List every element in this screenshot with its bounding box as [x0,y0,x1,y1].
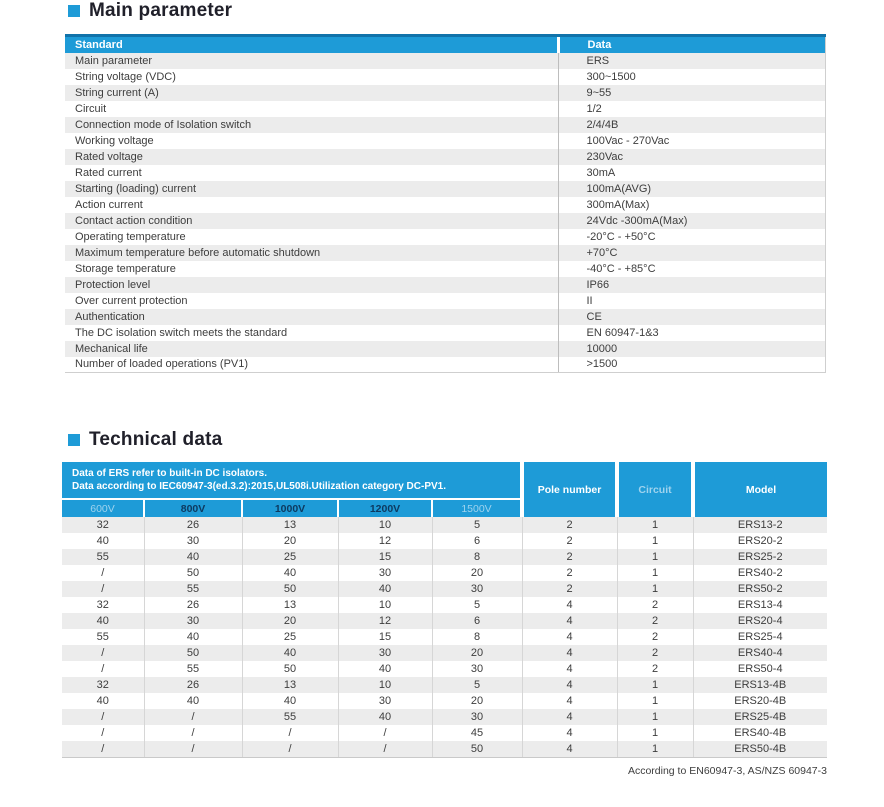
data-cell: II [558,293,825,309]
cell-800v: 30 [144,533,242,549]
cell-1000v: 55 [242,709,338,725]
pole-number-column-header: Pole number [522,462,617,517]
standards-footnote: According to EN60947-3, AS/NZS 60947-3 [627,765,827,777]
data-cell: 300mA(Max) [558,197,825,213]
cell-1200v: 10 [338,517,432,533]
main-table-header-row [65,36,825,53]
cell-1000v: 13 [242,597,338,613]
main-parameter-section-title [68,0,232,22]
data-cell: 30mA [558,165,825,181]
standard-cell: Circuit [75,102,107,115]
technical-data-section-title [68,429,222,451]
cell-1500v: 8 [432,549,522,565]
cell-pole-number: 4 [522,613,617,629]
data-cell: EN 60947-1&3 [558,325,825,341]
data-cell: 230Vac [558,149,825,165]
cell-800v: / [144,725,242,741]
standard-cell: Maximum temperature before automatic shutdown [75,246,321,259]
section-bullet-icon [68,434,80,446]
cell-800v: / [144,741,242,757]
cell-1000v: 40 [242,645,338,661]
table-row [65,229,825,245]
cell-800v: 50 [144,565,242,581]
data-cell: 300~1500 [558,69,825,85]
cell-1200v: 12 [338,613,432,629]
cell-pole-number: 4 [522,597,617,613]
cell-1000v: 50 [242,581,338,597]
voltage-column-header: 1500V [432,499,522,517]
cell-600v: / [101,727,105,739]
table-row [62,581,827,597]
cell-circuit: 1 [617,709,693,725]
cell-1000v: 40 [242,565,338,581]
cell-1500v: 20 [432,693,522,709]
cell-model: ERS20-4 [693,613,827,629]
cell-model: ERS25-2 [693,549,827,565]
cell-1500v: 8 [432,629,522,645]
cell-1500v: 5 [432,597,522,613]
standard-cell: Working voltage [75,134,154,147]
tech-table-note-cell [62,462,522,499]
cell-circuit: 1 [617,693,693,709]
cell-circuit: 2 [617,629,693,645]
table-row [62,645,827,661]
note-line-2: Data according to IEC60947-3(ed.3.2):2015,UL508i.Utilization category DC-PV1. [72,481,447,492]
table-row [65,293,825,309]
standard-cell: Over current protection [75,294,188,307]
cell-1500v: 20 [432,645,522,661]
cell-circuit: 1 [617,565,693,581]
table-row [62,565,827,581]
cell-model: ERS50-2 [693,581,827,597]
main-parameter-table [65,34,826,373]
table-row [62,549,827,565]
cell-600v: 55 [96,631,109,643]
cell-pole-number: 4 [522,677,617,693]
cell-1000v: 13 [242,677,338,693]
circuit-column-header: Circuit [617,462,693,517]
data-cell: IP66 [558,277,825,293]
standard-cell: String voltage (VDC) [75,70,176,83]
cell-circuit: 1 [617,741,693,757]
cell-800v: 55 [144,661,242,677]
table-row [65,85,825,101]
section-bullet-icon [68,5,80,17]
cell-model: ERS50-4B [693,741,827,757]
cell-800v: 30 [144,613,242,629]
table-row [62,693,827,709]
cell-circuit: 1 [617,517,693,533]
table-row [62,677,827,693]
cell-pole-number: 4 [522,741,617,757]
cell-800v: 40 [144,549,242,565]
standard-cell: Connection mode of Isolation switch [75,118,252,131]
cell-1200v: 10 [338,677,432,693]
cell-800v: 26 [144,677,242,693]
cell-pole-number: 2 [522,517,617,533]
cell-600v: / [101,647,105,659]
cell-circuit: 1 [617,549,693,565]
data-cell: 2/4/4B [558,117,825,133]
table-row [62,613,827,629]
table-row [65,341,825,357]
cell-1200v: / [338,725,432,741]
cell-600v: 32 [96,679,109,691]
note-line-1: Data of ERS refer to built-in DC isolators. [72,468,268,479]
cell-1000v: / [242,725,338,741]
standard-cell: Contact action condition [75,214,193,227]
data-cell: 24Vdc -300mA(Max) [558,213,825,229]
cell-circuit: 2 [617,613,693,629]
section-title-text: Main parameter [89,0,233,21]
cell-1000v: 25 [242,629,338,645]
cell-pole-number: 4 [522,629,617,645]
table-row [65,213,825,229]
cell-1500v: 45 [432,725,522,741]
cell-1500v: 30 [432,581,522,597]
cell-1200v: 30 [338,645,432,661]
table-row [62,629,827,645]
table-row [62,661,827,677]
cell-800v: 55 [144,581,242,597]
cell-model: ERS13-4 [693,597,827,613]
section-title-text: Technical data [89,429,223,450]
cell-600v: 40 [96,695,109,707]
cell-model: ERS40-4 [693,645,827,661]
technical-data-table [62,462,827,758]
cell-600v: / [101,711,105,723]
cell-800v: 26 [144,597,242,613]
cell-pole-number: 4 [522,661,617,677]
main-parameter-table-body [65,53,825,373]
table-row [62,517,827,533]
standard-cell: Main parameter [75,54,153,67]
standard-cell: Operating temperature [75,230,186,243]
cell-1200v: 40 [338,709,432,725]
cell-600v: 55 [96,551,109,563]
cell-pole-number: 4 [522,725,617,741]
cell-1200v: 12 [338,533,432,549]
table-row [62,725,827,741]
data-cell: 100Vac - 270Vac [558,133,825,149]
cell-1200v: 15 [338,549,432,565]
cell-800v: 40 [144,629,242,645]
data-cell: 10000 [558,341,825,357]
cell-circuit: 2 [617,597,693,613]
cell-1000v: 20 [242,533,338,549]
standard-cell: Action current [75,198,143,211]
cell-1000v: 50 [242,661,338,677]
voltage-column-header: 800V [144,499,242,517]
data-cell: -20°C - +50°C [558,229,825,245]
cell-1500v: 30 [432,709,522,725]
table-row [62,709,827,725]
cell-1500v: 50 [432,741,522,757]
cell-600v: 32 [96,519,109,531]
cell-600v: 40 [96,535,109,547]
cell-1500v: 20 [432,565,522,581]
cell-circuit: 2 [617,661,693,677]
cell-model: ERS40-2 [693,565,827,581]
data-cell: -40°C - +85°C [558,261,825,277]
table-row [65,357,825,373]
table-row [65,277,825,293]
cell-800v: 40 [144,693,242,709]
cell-1000v: 40 [242,693,338,709]
cell-1200v: 30 [338,693,432,709]
standard-cell: String current (A) [75,86,159,99]
cell-1200v: 40 [338,661,432,677]
cell-pole-number: 4 [522,709,617,725]
table-row [65,261,825,277]
data-cell: 9~55 [558,85,825,101]
table-row [65,53,825,69]
voltage-column-header: 1000V [242,499,338,517]
standard-cell: Protection level [75,278,151,291]
table-row [65,309,825,325]
table-row [65,117,825,133]
cell-600v: / [101,583,105,595]
cell-1200v: 40 [338,581,432,597]
cell-1500v: 6 [432,533,522,549]
standard-cell: Mechanical life [75,342,148,355]
standard-cell: Rated current [75,166,142,179]
cell-1500v: 6 [432,613,522,629]
cell-1200v: 30 [338,565,432,581]
cell-model: ERS20-4B [693,693,827,709]
table-row [65,101,825,117]
cell-1500v: 30 [432,661,522,677]
cell-pole-number: 4 [522,645,617,661]
cell-800v: 26 [144,517,242,533]
data-cell: ERS [558,53,825,69]
data-cell: +70°C [558,245,825,261]
cell-600v: / [62,741,144,757]
table-row [62,741,827,757]
cell-model: ERS50-4 [693,661,827,677]
model-column-header: Model [693,462,827,517]
voltage-column-header: 1200V [338,499,432,517]
cell-pole-number: 2 [522,565,617,581]
table-row [65,69,825,85]
data-cell: 100mA(AVG) [558,181,825,197]
data-column-header: Data [558,36,825,53]
cell-circuit: 2 [617,645,693,661]
standard-cell: The DC isolation switch meets the standard [75,326,288,339]
standard-cell: Storage temperature [75,262,176,275]
cell-pole-number: 4 [522,693,617,709]
standard-cell: Number of loaded operations (PV1) [65,357,558,373]
cell-1000v: 20 [242,613,338,629]
cell-600v: 40 [96,615,109,627]
table-row [65,245,825,261]
standard-cell: Rated voltage [75,150,143,163]
cell-600v: / [101,663,105,675]
table-row [65,197,825,213]
table-row [65,181,825,197]
cell-600v: 32 [96,599,109,611]
standard-column-header: Standard [65,36,558,53]
data-cell: CE [558,309,825,325]
table-row [62,533,827,549]
table-row [65,165,825,181]
cell-1000v: 13 [242,517,338,533]
technical-data-table-body [62,517,827,757]
cell-model: ERS40-4B [693,725,827,741]
table-row [65,149,825,165]
cell-model: ERS25-4B [693,709,827,725]
cell-1500v: 5 [432,677,522,693]
cell-model: ERS25-4 [693,629,827,645]
cell-pole-number: 2 [522,533,617,549]
cell-1200v: 10 [338,597,432,613]
cell-pole-number: 2 [522,581,617,597]
data-cell: 1/2 [558,101,825,117]
cell-1000v: / [242,741,338,757]
cell-1000v: 25 [242,549,338,565]
voltage-column-header: 600V [62,499,144,517]
cell-model: ERS13-2 [693,517,827,533]
cell-1500v: 5 [432,517,522,533]
tech-table-note-row [62,462,827,499]
cell-1200v: / [338,741,432,757]
cell-circuit: 1 [617,677,693,693]
cell-800v: 50 [144,645,242,661]
cell-1200v: 15 [338,629,432,645]
table-row [65,325,825,341]
cell-circuit: 1 [617,533,693,549]
cell-pole-number: 2 [522,549,617,565]
cell-800v: / [144,709,242,725]
standard-cell: Starting (loading) current [75,182,197,195]
cell-model: ERS13-4B [693,677,827,693]
standard-cell: Authentication [75,310,145,323]
table-row [62,597,827,613]
data-cell: >1500 [558,357,825,373]
cell-circuit: 1 [617,581,693,597]
cell-model: ERS20-2 [693,533,827,549]
cell-600v: / [101,567,105,579]
table-row [65,133,825,149]
cell-circuit: 1 [617,725,693,741]
